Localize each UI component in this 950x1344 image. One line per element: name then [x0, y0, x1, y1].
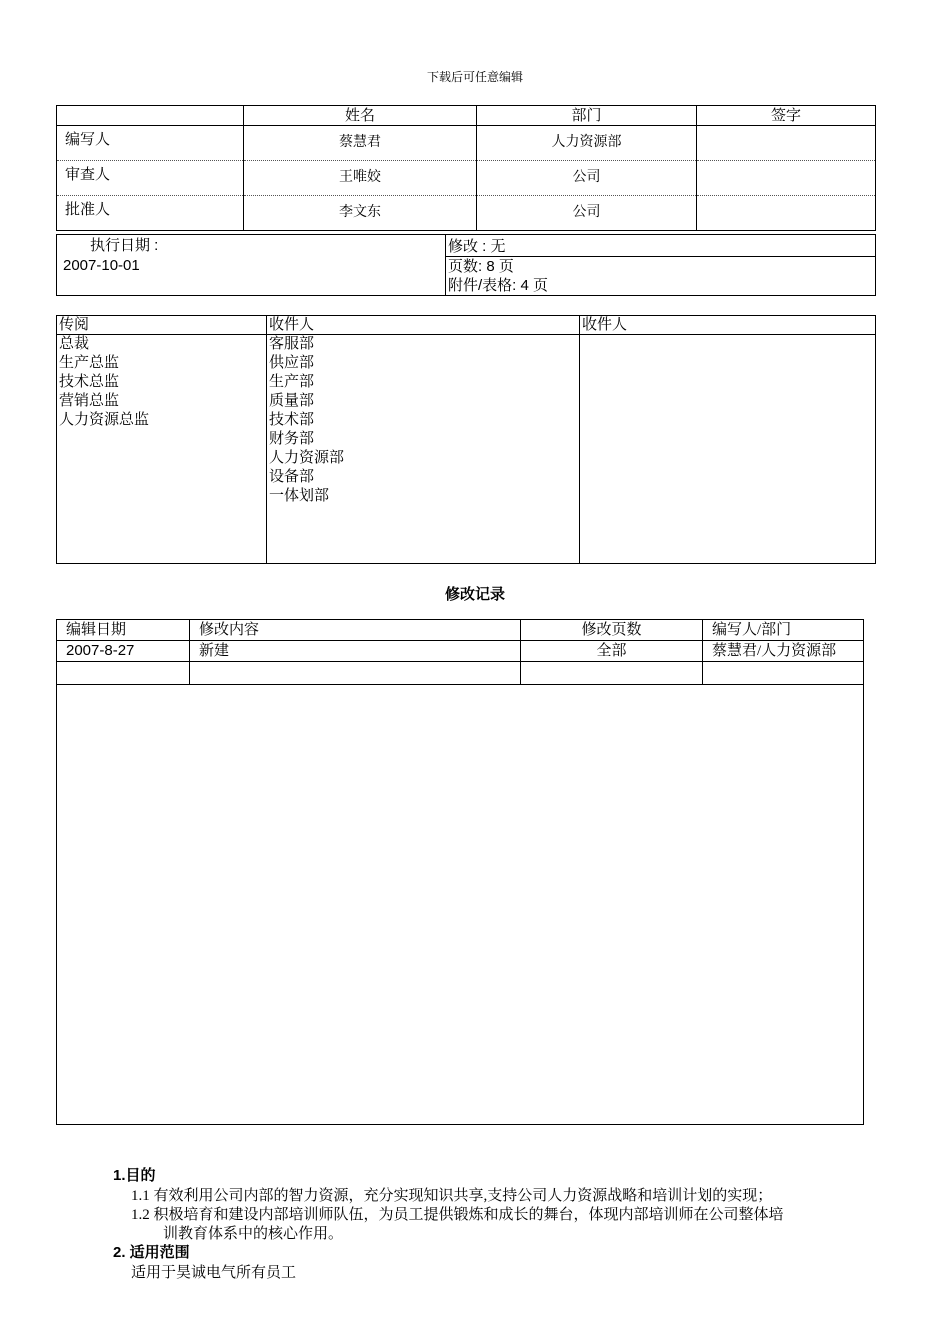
revision-empty-cell[interactable]: [190, 662, 521, 685]
recipient-list-2: [580, 335, 876, 564]
recipient-list: [267, 335, 580, 564]
revision-date: 2007-8-27: [57, 641, 190, 662]
purpose-item-cont: 训教育体系中的核心作用。: [163, 1226, 344, 1242]
list-item: 人力资源总监: [59, 412, 150, 428]
list-item: 技术总监: [59, 374, 120, 390]
revision-empty-cell[interactable]: [57, 662, 190, 685]
exec-pages-cell: [446, 257, 876, 296]
revision-pages: 全部: [521, 641, 703, 662]
list-item: 财务部: [269, 431, 315, 447]
exec-date-cell: [57, 235, 446, 296]
signoff-name: 李文东: [244, 196, 477, 231]
list-item: 总裁: [59, 336, 90, 352]
table-row: [57, 641, 864, 662]
signoff-table: [56, 105, 876, 231]
exec-date-label: 执行日期 :: [90, 237, 159, 254]
revision-col-pages: 修改页数: [521, 620, 703, 641]
signoff-col-name: 姓名: [244, 106, 477, 126]
signoff-name: 蔡慧君: [244, 126, 477, 161]
revision-notes-box: [56, 684, 864, 1125]
signoff-signature[interactable]: [697, 126, 876, 161]
list-item: 客服部: [269, 336, 315, 352]
header-note: 下载后可任意编辑: [426, 70, 523, 84]
list-item: 供应部: [269, 355, 315, 371]
list-item: 技术部: [269, 412, 315, 428]
exec-attachments: 附件/表格: 4 页: [448, 277, 549, 294]
signoff-col-role: [57, 106, 244, 126]
signoff-name: 王唯姣: [244, 161, 477, 196]
signoff-dept: 人力资源部: [477, 126, 697, 161]
purpose-item: 1.2 积极培育和建设内部培训师队伍，为员工提供锻炼和成长的舞台，体现内部培训师在公司整体培: [131, 1207, 784, 1223]
exec-date-value: 2007-10-01: [63, 257, 140, 274]
revision-log-title: 修改记录: [444, 586, 505, 603]
signoff-row: [57, 196, 876, 231]
revision-author: 蔡慧君/人力资源部: [703, 641, 864, 662]
distribution-header-row: [57, 316, 876, 335]
list-item: 生产部: [269, 374, 315, 390]
list-item: 质量部: [269, 393, 315, 409]
scope-item: 适用于昊诚电气所有员工: [131, 1265, 297, 1281]
signoff-role: 批准人: [65, 201, 111, 218]
section-title-purpose: 1.目的: [113, 1167, 156, 1184]
exec-pages: 页数: 8 页: [448, 258, 514, 275]
signoff-row: [57, 161, 876, 196]
revision-log-table: [56, 619, 864, 685]
signoff-signature[interactable]: [697, 196, 876, 231]
section-title-scope: 2. 适用范围: [113, 1244, 190, 1261]
signoff-signature[interactable]: [697, 161, 876, 196]
purpose-item: 1.1 有效利用公司内部的智力资源，充分实现知识共享,支持公司人力资源战略和培训计划的实现；: [131, 1188, 773, 1204]
distribution-col-circulate: 传阅: [57, 316, 267, 335]
signoff-role: 审查人: [57, 161, 244, 196]
signoff-header-row: [57, 106, 876, 126]
list-item: 设备部: [269, 469, 315, 485]
exec-info-table: [56, 234, 876, 296]
signoff-role: 编写人: [57, 126, 244, 161]
exec-revision-text: 修改 : 无: [448, 238, 506, 255]
revision-empty-cell[interactable]: [703, 662, 864, 685]
revision-col-content: 修改内容: [190, 620, 521, 641]
signoff-col-sign: 签字: [697, 106, 876, 126]
exec-revision: [446, 235, 876, 257]
list-item: 人力资源部: [269, 450, 345, 466]
table-row-empty: [57, 662, 864, 685]
signoff-dept: 公司: [477, 196, 697, 231]
list-item: 生产总监: [59, 355, 120, 371]
signoff-row: [57, 126, 876, 161]
revision-content: 新建: [190, 641, 521, 662]
revision-header-row: [57, 620, 864, 641]
revision-col-date: 编辑日期: [57, 620, 190, 641]
revision-empty-cell[interactable]: [521, 662, 703, 685]
distribution-col-recipients: 收件人: [267, 316, 580, 335]
signoff-col-dept: 部门: [477, 106, 697, 126]
distribution-table: [56, 315, 876, 564]
revision-col-author: 编写人/部门: [703, 620, 864, 641]
distribution-col-recipients-2: 收件人: [580, 316, 876, 335]
circulate-list: [57, 335, 267, 564]
list-item: 营销总监: [59, 393, 120, 409]
signoff-dept: 公司: [477, 161, 697, 196]
list-item: 一体划部: [269, 488, 330, 504]
